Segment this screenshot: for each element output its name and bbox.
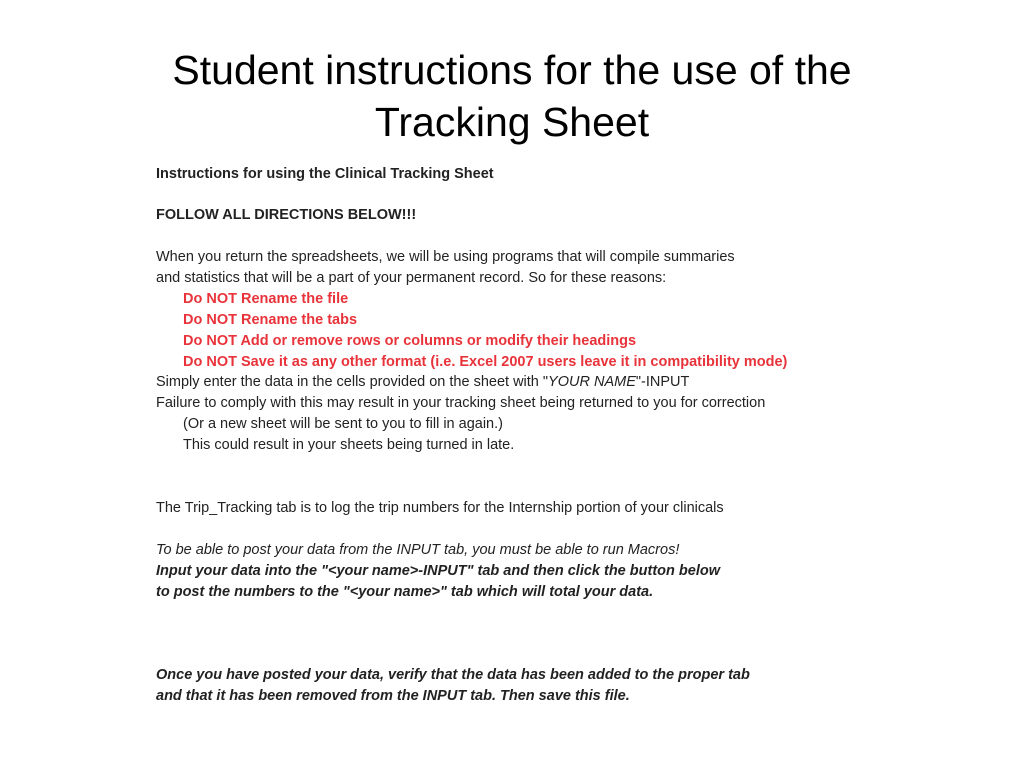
rule-rename-file: Do NOT Rename the file (183, 291, 349, 307)
macros-line: To be able to post your data from the INPUT tab, you must be able to run Macros! (156, 542, 680, 558)
rule-save-format: Do NOT Save it as any other format (i.e. Excel 2007 users leave it in compatibility mode) (183, 354, 788, 370)
enter-data-prefix: Simply enter the data in the cells provided on the sheet with " (156, 374, 549, 390)
slide-title-line-1: Student instructions for the use of the (172, 47, 852, 93)
verify-line-2: and that it has been removed from the INPUT tab. Then save this file. (156, 688, 630, 704)
slide-title-line-2: Tracking Sheet (374, 99, 650, 145)
intro-line-2: and statistics that will be a part of your permanent record. So for these reasons: (156, 270, 667, 286)
enter-data-line (156, 372, 689, 392)
instructions-heading: Instructions for using the Clinical Tracking Sheet (156, 166, 494, 182)
input-line-2: to post the numbers to the "<your name>" tab which will total your data. (156, 584, 654, 600)
failure-line-2: (Or a new sheet will be sent to you to fill in again.) (183, 416, 503, 432)
failure-line-1: Failure to comply with this may result in your tracking sheet being returned to you for correction (156, 395, 766, 411)
trip-tracking-line: The Trip_Tracking tab is to log the trip numbers for the Internship portion of your clinicals (156, 500, 724, 516)
input-line-1: Input your data into the "<your name>-INPUT" tab and then click the button below (156, 563, 720, 579)
follow-directions-notice: FOLLOW ALL DIRECTIONS BELOW!!! (156, 207, 417, 223)
failure-line-3: This could result in your sheets being turned in late. (183, 437, 515, 453)
enter-data-your-name: YOUR NAME (548, 374, 636, 390)
rule-rename-tabs: Do NOT Rename the tabs (183, 312, 358, 328)
slide-title (0, 44, 1024, 148)
rule-add-remove-rows: Do NOT Add or remove rows or columns or modify their headings (183, 333, 637, 349)
intro-line-1: When you return the spreadsheets, we will be using programs that will compile summaries (156, 249, 735, 265)
verify-line-1: Once you have posted your data, verify that the data has been added to the proper tab (156, 667, 750, 683)
enter-data-suffix: "-INPUT (635, 374, 690, 390)
